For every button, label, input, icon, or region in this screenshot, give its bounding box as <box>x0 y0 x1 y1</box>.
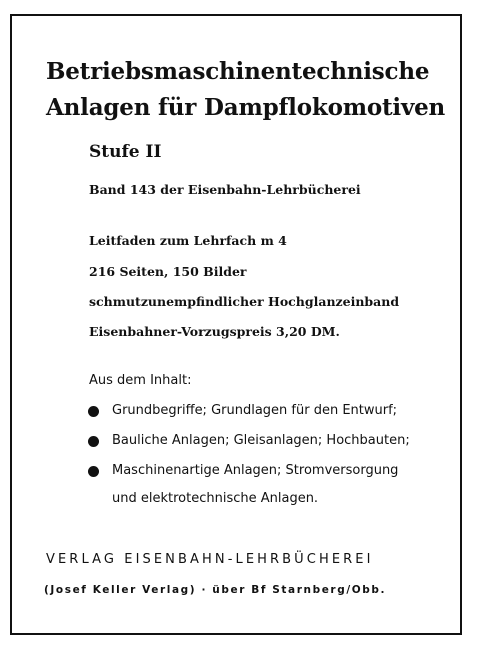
stage-label: Stufe II <box>89 142 162 162</box>
title-line-2: Anlagen für Dampflokomotiven <box>46 94 446 121</box>
contents-item: Bauliche Anlagen; Gleisanlagen; Hochbauten; <box>112 433 410 448</box>
detail-subject: Leitfaden zum Lehrfach m 4 <box>89 233 287 248</box>
contents-heading: Aus dem Inhalt: <box>89 373 192 388</box>
series-label: Band 143 der Eisenbahn-Lehrbücherei <box>89 182 361 197</box>
bullet-icon <box>88 406 99 417</box>
bullet-icon <box>88 466 99 477</box>
detail-pages: 216 Seiten, 150 Bilder <box>89 264 247 279</box>
detail-binding: schmutzunempfindlicher Hochglanzeinband <box>89 294 400 309</box>
title-line-1: Betriebsmaschinentechnische <box>46 58 430 85</box>
publisher-address: (Josef Keller Verlag) · über Bf Starnberg/Obb. <box>44 584 387 596</box>
publisher-name: VERLAG EISENBAHN-LEHRBÜCHEREI <box>46 552 374 567</box>
contents-item: Grundbegriffe; Grundlagen für den Entwurf; <box>112 403 398 418</box>
contents-item-continuation: und elektrotechnische Anlagen. <box>112 491 319 506</box>
contents-item: Maschinenartige Anlagen; Stromversorgung <box>112 463 399 478</box>
bullet-icon <box>88 436 99 447</box>
detail-price: Eisenbahner-Vorzugspreis 3,20 DM. <box>89 324 340 339</box>
